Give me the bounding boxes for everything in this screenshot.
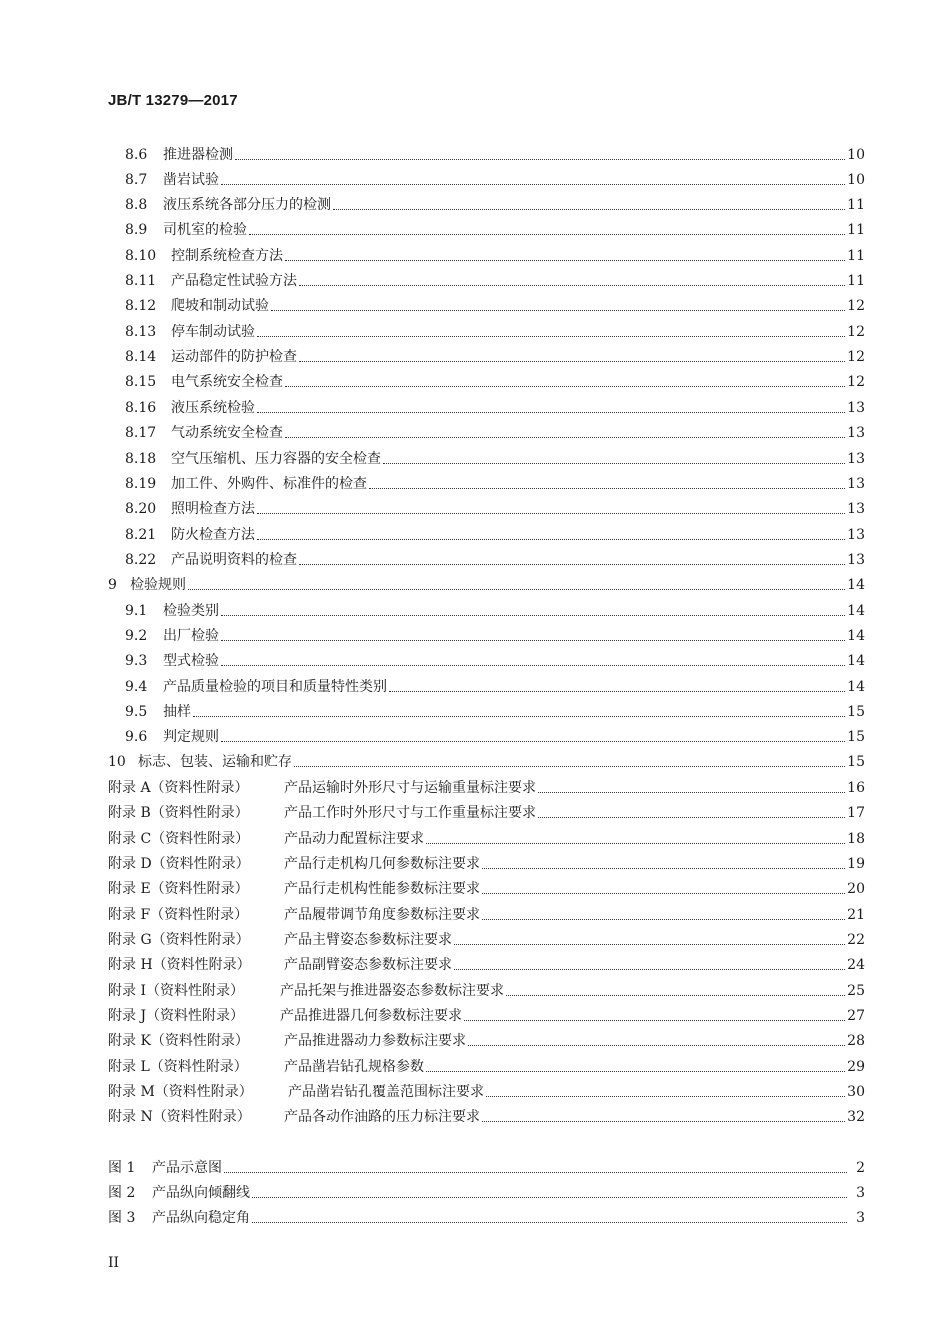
toc-number: 8.17 (125, 425, 157, 441)
toc-title: 液压系统各部分压力的检测 (163, 197, 331, 213)
figure-label: 图 1 (108, 1160, 136, 1176)
toc-number: 8.8 (125, 197, 148, 213)
toc-title: 防火检查方法 (171, 527, 255, 543)
toc-page: 10 (847, 147, 865, 163)
leader-dots (193, 715, 845, 717)
appendix-label: 附录 M（资料性附录） (108, 1084, 253, 1100)
leader-dots (389, 690, 845, 692)
toc-page: 16 (847, 780, 865, 796)
toc-title: 液压系统检验 (171, 400, 255, 416)
toc-page: 18 (847, 831, 865, 847)
toc-page: 14 (847, 577, 865, 593)
toc-page: 17 (847, 805, 865, 821)
appendix-label: 附录 K（资料性附录） (108, 1033, 249, 1049)
toc-chapter[interactable] (108, 749, 865, 771)
leader-dots (426, 842, 845, 844)
toc-appendix[interactable] (108, 978, 865, 1000)
toc-number: 8.9 (125, 222, 148, 238)
appendix-label: 附录 J（资料性附录） (108, 1008, 245, 1024)
toc-title: 检验类别 (163, 603, 219, 619)
toc-page: 14 (847, 628, 865, 644)
toc-title: 产品推进器几何参数标注要求 (280, 1008, 462, 1024)
appendix-label: 附录 B（资料性附录） (108, 805, 249, 821)
toc-figure[interactable] (108, 1180, 865, 1202)
leader-dots (221, 639, 845, 641)
toc-number: 9.2 (125, 628, 148, 644)
toc-title: 产品示意图 (152, 1160, 222, 1176)
toc-title: 产品行走机构性能参数标注要求 (284, 881, 480, 897)
toc-page: 11 (847, 273, 865, 289)
leader-dots (482, 1120, 845, 1122)
toc-appendix[interactable] (108, 851, 865, 873)
toc-page: 14 (847, 679, 865, 695)
toc-figure[interactable] (108, 1155, 865, 1177)
leader-dots (454, 968, 845, 970)
leader-dots (252, 1221, 847, 1223)
toc-page: 12 (847, 298, 865, 314)
toc-page: 13 (847, 476, 865, 492)
toc-title: 抽样 (163, 704, 191, 720)
toc-page: 11 (847, 197, 865, 213)
leader-dots (285, 436, 845, 438)
toc-page: 15 (847, 754, 865, 770)
leader-dots (285, 259, 845, 261)
leader-dots (464, 1019, 845, 1021)
toc-entry[interactable] (125, 522, 865, 544)
toc-appendix[interactable] (108, 826, 865, 848)
toc-appendix[interactable] (108, 800, 865, 822)
toc-title: 产品凿岩钻孔覆盖范围标注要求 (288, 1084, 484, 1100)
toc-title: 产品运输时外形尺寸与运输重量标注要求 (284, 780, 536, 796)
toc-title: 产品稳定性试验方法 (171, 273, 297, 289)
toc-entry[interactable] (125, 446, 865, 468)
toc-title: 判定规则 (163, 729, 219, 745)
toc-page: 15 (847, 704, 865, 720)
toc-title: 产品凿岩钻孔规格参数 (284, 1059, 424, 1075)
toc-title: 推进器检测 (163, 147, 233, 163)
toc-entry[interactable] (125, 268, 865, 290)
appendix-label: 附录 N（资料性附录） (108, 1109, 251, 1125)
figure-label: 图 2 (108, 1185, 136, 1201)
toc-title: 停车制动试验 (171, 324, 255, 340)
leader-dots (249, 233, 845, 235)
toc-entry[interactable] (125, 167, 865, 189)
toc-page: 25 (847, 983, 865, 999)
toc-appendix[interactable] (108, 1054, 865, 1076)
toc-page: 14 (847, 653, 865, 669)
toc-number: 8.12 (125, 298, 157, 314)
appendix-label: 附录 G（资料性附录） (108, 932, 250, 948)
toc-number: 8.16 (125, 400, 157, 416)
leader-dots (221, 614, 845, 616)
leader-dots (333, 208, 845, 210)
toc-title: 电气系统安全检查 (171, 374, 283, 390)
leader-dots (299, 284, 845, 286)
toc-number: 10 (108, 754, 126, 770)
toc-title: 产品履带调节角度参数标注要求 (284, 907, 480, 923)
toc-number: 9 (108, 577, 117, 593)
leader-dots (257, 335, 845, 337)
toc-number: 8.20 (125, 501, 157, 517)
toc-page: 28 (847, 1033, 865, 1049)
leader-dots (221, 183, 845, 185)
toc-appendix[interactable] (108, 952, 865, 974)
toc-title: 照明检查方法 (171, 501, 255, 517)
toc-page: 21 (847, 907, 865, 923)
toc-entry[interactable] (125, 598, 865, 620)
toc-title: 爬坡和制动试验 (171, 298, 269, 314)
figure-label: 图 3 (108, 1210, 136, 1226)
toc-appendix[interactable] (108, 775, 865, 797)
appendix-label: 附录 A（资料性附录） (108, 780, 249, 796)
toc-appendix[interactable] (108, 1104, 865, 1126)
toc-title: 出厂检验 (163, 628, 219, 644)
toc-title: 空气压缩机、压力容器的安全检查 (171, 451, 381, 467)
leader-dots (257, 411, 845, 413)
leader-dots (538, 816, 845, 818)
toc-page: 13 (847, 552, 865, 568)
toc-appendix[interactable] (108, 902, 865, 924)
toc-title: 气动系统安全检查 (171, 425, 283, 441)
leader-dots (506, 994, 845, 996)
leader-dots (235, 158, 845, 160)
toc-number: 8.10 (125, 248, 157, 264)
appendix-label: 附录 F（资料性附录） (108, 907, 249, 923)
toc-page: 32 (847, 1109, 865, 1125)
toc-number: 8.13 (125, 324, 157, 340)
toc-number: 8.6 (125, 147, 148, 163)
toc-entry[interactable] (125, 699, 865, 721)
toc-entry[interactable] (125, 319, 865, 341)
toc-number: 8.14 (125, 349, 157, 365)
leader-dots (538, 791, 845, 793)
toc-page: 12 (847, 324, 865, 340)
toc-page: 12 (847, 349, 865, 365)
toc-title: 控制系统检查方法 (171, 248, 283, 264)
toc-title: 产品纵向倾翻线 (152, 1185, 250, 1201)
page-number: II (108, 1255, 120, 1271)
toc-entry[interactable] (125, 724, 865, 746)
leader-dots (482, 867, 845, 869)
leader-dots (221, 740, 845, 742)
toc-title: 产品质量检验的项目和质量特性类别 (163, 679, 387, 695)
toc-number: 8.11 (125, 273, 157, 289)
leader-dots (482, 892, 845, 894)
appendix-label: 附录 I（资料性附录） (108, 983, 244, 999)
leader-dots (426, 1070, 845, 1072)
toc-page: 20 (847, 881, 865, 897)
toc-entry[interactable] (125, 243, 865, 265)
toc-page: 14 (847, 603, 865, 619)
toc-number: 8.18 (125, 451, 157, 467)
toc-entry[interactable] (125, 293, 865, 315)
toc-title: 产品说明资料的检查 (171, 552, 297, 568)
leader-dots (188, 588, 845, 590)
toc-page: 13 (847, 451, 865, 467)
toc-number: 8.7 (125, 172, 148, 188)
leader-dots (383, 462, 845, 464)
leader-dots (221, 664, 845, 666)
toc-page: 11 (847, 248, 865, 264)
leader-dots (299, 360, 845, 362)
toc-appendix[interactable] (108, 1028, 865, 1050)
toc-page: 13 (847, 527, 865, 543)
toc-appendix[interactable] (108, 927, 865, 949)
toc-page: 3 (856, 1185, 865, 1201)
toc-entry[interactable] (125, 217, 865, 239)
toc-title: 产品推进器动力参数标注要求 (284, 1033, 466, 1049)
toc-title: 产品副臂姿态参数标注要求 (284, 957, 452, 973)
toc-title: 产品托架与推进器姿态参数标注要求 (280, 983, 504, 999)
leader-dots (224, 1171, 847, 1173)
toc-figure[interactable] (108, 1205, 865, 1227)
leader-dots (271, 309, 845, 311)
toc-page: 19 (847, 856, 865, 872)
document-code: JB/T 13279—2017 (108, 92, 238, 109)
leader-dots (257, 512, 845, 514)
toc-title: 产品各动作油路的压力标注要求 (284, 1109, 480, 1125)
toc-page: 13 (847, 425, 865, 441)
toc-entry[interactable] (125, 142, 865, 164)
leader-dots (299, 563, 845, 565)
toc-title: 标志、包装、运输和贮存 (138, 754, 292, 770)
toc-page: 29 (847, 1059, 865, 1075)
toc-page: 15 (847, 729, 865, 745)
toc-page: 10 (847, 172, 865, 188)
appendix-label: 附录 H（资料性附录） (108, 957, 251, 973)
toc-page: 22 (847, 932, 865, 948)
toc-number: 9.3 (125, 653, 148, 669)
toc-number: 9.1 (125, 603, 148, 619)
toc-entry[interactable] (125, 674, 865, 696)
toc-entry[interactable] (125, 496, 865, 518)
leader-dots (252, 1196, 847, 1198)
toc-entry[interactable] (125, 344, 865, 366)
appendix-label: 附录 D（资料性附录） (108, 856, 250, 872)
toc-number: 9.6 (125, 729, 148, 745)
toc-page: 13 (847, 501, 865, 517)
leader-dots (369, 487, 845, 489)
toc-number: 8.22 (125, 552, 157, 568)
appendix-label: 附录 C（资料性附录） (108, 831, 250, 847)
leader-dots (294, 765, 845, 767)
toc-appendix[interactable] (108, 1079, 865, 1101)
toc-title: 产品主臂姿态参数标注要求 (284, 932, 452, 948)
toc-page: 27 (847, 1008, 865, 1024)
toc-title: 加工件、外购件、标准件的检查 (171, 476, 367, 492)
toc-page: 12 (847, 374, 865, 390)
toc-entry[interactable] (125, 192, 865, 214)
leader-dots (482, 918, 845, 920)
toc-entry[interactable] (125, 471, 865, 493)
toc-title: 检验规则 (130, 577, 186, 593)
toc-number: 8.15 (125, 374, 157, 390)
toc-page: 13 (847, 400, 865, 416)
toc-entry[interactable] (125, 547, 865, 569)
appendix-label: 附录 E（资料性附录） (108, 881, 249, 897)
toc-entry[interactable] (125, 623, 865, 645)
appendix-label: 附录 L（资料性附录） (108, 1059, 248, 1075)
toc-title: 凿岩试验 (163, 172, 219, 188)
toc-title: 运动部件的防护检查 (171, 349, 297, 365)
toc-page: 24 (847, 957, 865, 973)
toc-appendix[interactable] (108, 876, 865, 898)
leader-dots (486, 1095, 845, 1097)
toc-entry[interactable] (125, 369, 865, 391)
toc-appendix[interactable] (108, 1003, 865, 1025)
toc-title: 产品动力配置标注要求 (284, 831, 424, 847)
toc-number: 8.21 (125, 527, 157, 543)
toc-page: 30 (847, 1084, 865, 1100)
toc-title: 司机室的检验 (163, 222, 247, 238)
leader-dots (257, 538, 845, 540)
toc-page: 11 (847, 222, 865, 238)
toc-number: 9.4 (125, 679, 148, 695)
toc-title: 产品工作时外形尺寸与工作重量标注要求 (284, 805, 536, 821)
toc-page: 2 (856, 1160, 865, 1176)
toc-number: 9.5 (125, 704, 148, 720)
toc-title: 型式检验 (163, 653, 219, 669)
leader-dots (454, 943, 845, 945)
toc-number: 8.19 (125, 476, 157, 492)
toc-entry[interactable] (125, 395, 865, 417)
leader-dots (285, 385, 845, 387)
toc-chapter[interactable] (108, 572, 865, 594)
toc-entry[interactable] (125, 648, 865, 670)
toc-title: 产品纵向稳定角 (152, 1210, 250, 1226)
toc-entry[interactable] (125, 420, 865, 442)
toc-page: 3 (856, 1210, 865, 1226)
leader-dots (468, 1044, 845, 1046)
toc-title: 产品行走机构几何参数标注要求 (284, 856, 480, 872)
